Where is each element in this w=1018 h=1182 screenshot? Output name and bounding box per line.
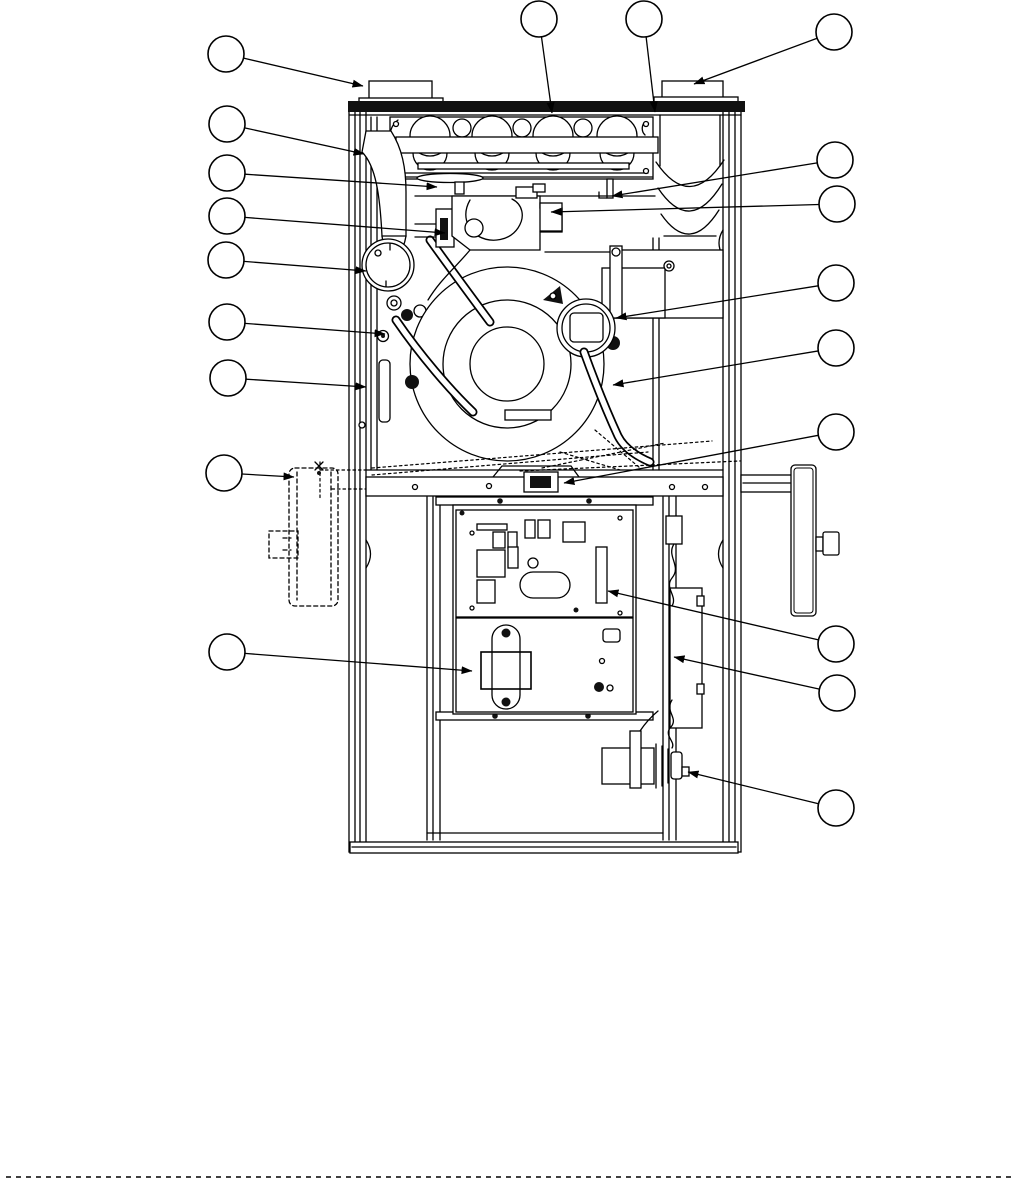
cabinet-frame xyxy=(348,81,745,853)
callout-balloon-R6 xyxy=(818,414,854,450)
capacitor xyxy=(671,752,682,779)
callout-leader-L1 xyxy=(244,58,363,86)
callout-balloon-R5 xyxy=(818,330,854,366)
callout-balloon-L5 xyxy=(208,242,244,278)
burner-disc xyxy=(417,174,483,183)
board-edge-connector xyxy=(596,547,607,603)
burner-manifold xyxy=(396,137,658,153)
divider-shelf xyxy=(366,466,723,496)
callout-balloon-T2 xyxy=(626,1,662,37)
callout-balloon-L8 xyxy=(206,455,242,491)
callout-balloon-R7 xyxy=(818,626,854,662)
callout-leader-L7 xyxy=(246,379,366,387)
callout-leader-T2 xyxy=(646,37,655,112)
callout-balloon-R2 xyxy=(817,142,853,178)
transformer xyxy=(492,625,520,709)
callout-balloon-L4 xyxy=(209,198,245,234)
callout-leader-L8 xyxy=(242,474,294,477)
callout-balloon-L6 xyxy=(209,304,245,340)
cabinet-top-panel xyxy=(348,101,745,112)
callout-balloon-R1 xyxy=(816,14,852,50)
callout-balloon-L3 xyxy=(209,155,245,191)
callout-leader-R1 xyxy=(694,38,817,84)
callout-balloon-R8 xyxy=(819,675,855,711)
callout-leader-L5 xyxy=(244,261,366,271)
handle-knob xyxy=(823,532,839,555)
igniter xyxy=(607,179,613,198)
callout-balloon-L1 xyxy=(208,36,244,72)
callout-leader-L2 xyxy=(245,128,364,154)
callout-balloon-R4 xyxy=(818,265,854,301)
furnace-drawing xyxy=(269,81,839,853)
callout-leader-L4 xyxy=(245,217,445,233)
callout-leader-R9 xyxy=(688,772,819,804)
callout-leader-R7 xyxy=(608,591,818,640)
callout-balloon-R3 xyxy=(819,186,855,222)
callout-balloon-T1 xyxy=(521,1,557,37)
callout-balloon-L2 xyxy=(209,106,245,142)
callout-balloon-R9 xyxy=(818,790,854,826)
callout-balloon-L9 xyxy=(209,634,245,670)
door-handle xyxy=(741,465,839,616)
callout-leader-R5 xyxy=(613,351,818,385)
right-junction-panel xyxy=(666,516,704,748)
callout-balloon-L7 xyxy=(210,360,246,396)
vent-elbow-right xyxy=(656,115,724,236)
control-box xyxy=(453,505,636,714)
